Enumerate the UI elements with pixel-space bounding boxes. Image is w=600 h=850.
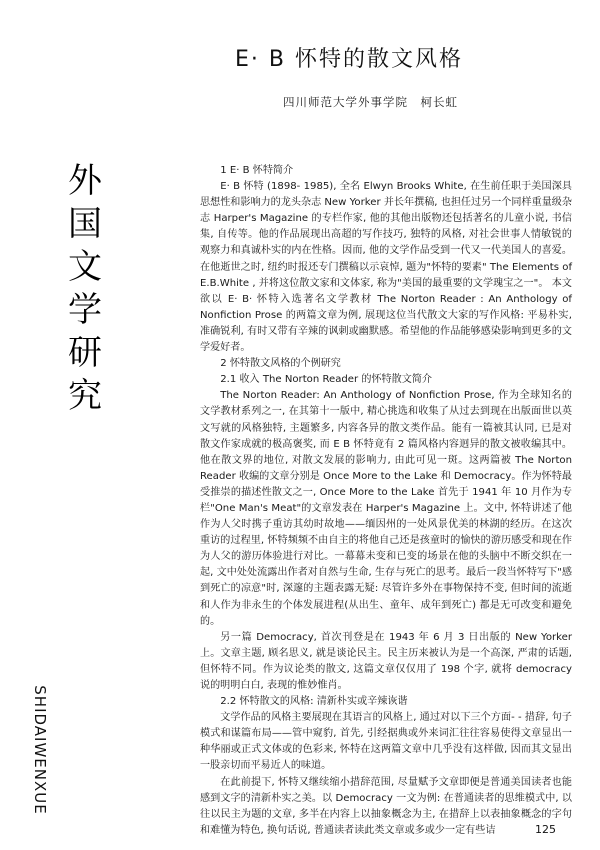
journal-name-char: 文 (68, 247, 102, 287)
journal-pinyin-text: SHIDAIWENXUE (31, 685, 49, 815)
journal-name-char: 外 (68, 161, 102, 201)
journal-name (60, 160, 110, 418)
paragraph: 另一篇 Democracy, 首次刊登是在 1943 年 6 月 3 日出版的 New Yorker 上。文章主题, 顾名思义, 就是谈论民主。民主历来被认为是一个高深, 严肃的话题, 但怀特不同。作为议论类的散文, 这篇文章仅仅用了 198 个字, 就将 democracy 说的明明白白, 表现的惟妙惟肖。 (200, 631, 572, 691)
section-heading: 2 怀特散文风格的个例研究 (220, 358, 341, 370)
paragraph: E· B 怀特 (1898- 1985), 全名 Elwyn Brooks White, 在生前任职于美国深具思想性和影响力的龙头杂志 New Yorker 并长年撰稿, 也担任过另一个同样重量级杂志 Harper's Magazine 的专栏作家, 他的其他出版物还包括著名的儿童小说, 书信集, 自传等。他的作品展现出高超的写作技巧, 独特的风格, 对社会世事人情敏锐的观察力和真诚朴实的内在性格。因而, 他的文学作品受到一代又一代美国人的喜爱。在他逝世之时, 纽约时报还专门撰稿以示哀悼, 题为"怀特的要素" The Elements of E.B.White , 并将这位散文家和文体家, 称为"美国的最重要的文学瑰宝之一"。 本文欲以 E· B· 怀特入选著名文学教材 The Norton Reader : An Anthology of Nonfiction Prose 的两篇文章为例, 展现这位当代散文大家的写作风格: 平易朴实, 准确锐利, 有时又带有辛辣的讽刺或幽默感。希望他的作品能够感染影响到更多的文学爱好者。 (200, 181, 572, 354)
article-title: E· B 怀特的散文风格 (235, 47, 463, 72)
journal-name-char: 究 (68, 376, 102, 416)
journal-pinyin (20, 665, 60, 835)
section-heading: 1 E· B 怀特简介 (220, 165, 294, 176)
page-number: 125 (535, 823, 556, 836)
paragraph: The Norton Reader: An Anthology of Nonfiction Prose, 作为全球知名的文学教材系列之一, 在其第十一版中, 精心挑选和收集了从过去到现在出版面世以英文写就的风格独特, 主题繁多, 内容各异的散文类作品。能有一篇被其认同, 已是对散文作家成就的极高褒奖, 而 E B 怀特竟有 2 篇风格内容迥异的散文被收编其中。他在散文界的地位, 对散文发展的影响力, 由此可见一斑。这两篇被 The Norton Reader 收编的文章分别是 Once More to the Lake 和 Democracy。作为怀特最受推崇的描述性散文之一, Once More to the Lake 首先于 1941 年 10 月作为专栏"One Man's Meat"的文章发表在 Harper's Magazine 上。文中, 怀特讲述了他作为人父时携子重访其幼时故地——缅因州的一处风景优美的林湖的经历。在这次重访的过程里, 怀特频频不由自主的将他自己还是孩童时的愉快的游历感受和现在作为人父的游历体验进行对比。一幕幕未变和已变的场景在他的头脑中不断交织在一起, 文中处处流露出作者对自然与生命, 生存与死亡的思考。最后一段当怀特写下"感到死亡的凉意"时, 深邃的主题表露无疑: 尽管许多外在事物保持不变, 但时间的流逝和人作为非永生的个体发展进程(从出生、童年、成年到死亡) 都是无可改变和避免的。 (200, 390, 572, 627)
journal-name-char: 学 (68, 290, 102, 330)
subsection-heading: 2.2 怀特散文的风格: 清新朴实或辛辣诙谐 (220, 696, 408, 708)
article-author: 四川师范大学外事学院 柯长虹 (283, 95, 458, 109)
article-body (200, 163, 572, 839)
journal-name-char: 研 (68, 333, 102, 373)
journal-name-char: 国 (68, 204, 102, 244)
paragraph: 在此前提下, 怀特又继续缩小措辞范围, 尽量赋予文章即便是普通美国读者也能感到文字的清新朴实之美。以 Democracy 一文为例: 在普通读者的思维模式中, 以往以民主为题的文章, 多半在内容上以抽象概念为主, 在措辞上以表抽象概念的字句和难懂为特色, 换句话说, 普通读者读此类文章或多或少一定有些诘 (200, 776, 572, 836)
paragraph: 文学作品的风格主要展现在其语言的风格上, 通过对以下三个方面- - 措辞, 句子模式和谋篇布局——管中窥豹, 首先, 引经据典或外来词汇往往容易使得文章显出一种华丽或正式文体或的色彩来, 怀特在这两篇文章中几乎没有这样做, 因而其文显出一股亲切而平易近人的味道。 (200, 712, 572, 772)
subsection-heading: 2.1 收入 The Norton Reader 的怀特散文简介 (220, 374, 433, 386)
